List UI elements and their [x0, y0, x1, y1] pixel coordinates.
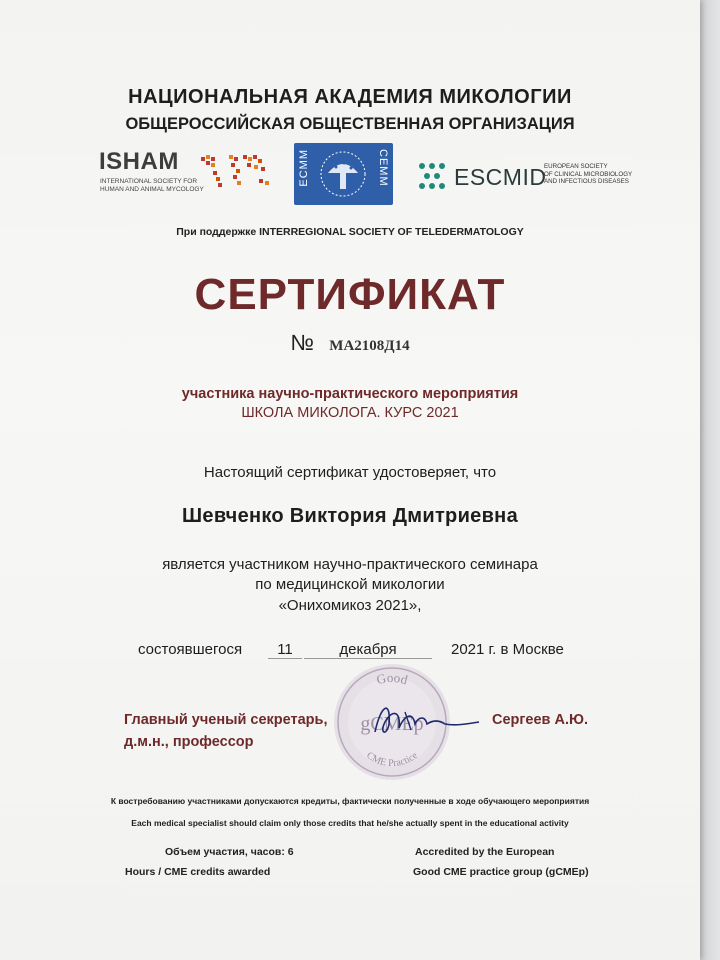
ecmm-label: ECMM — [298, 149, 310, 187]
accreditation-line-1: Accredited by the European — [415, 846, 555, 858]
event-participant-line: участника научно-практического мероприятия — [181, 386, 519, 402]
accreditation-line-2: Good CME practice group (gCMEp) — [413, 866, 589, 878]
svg-text:Good: Good — [374, 669, 410, 688]
organization-title: НАЦИОНАЛЬНАЯ АКАДЕМИЯ МИКОЛОГИИ — [128, 86, 572, 108]
handwritten-signature — [355, 694, 485, 744]
support-line: При поддержке INTERREGIONAL SOCIETY OF TELEDERMATOLOGY — [176, 226, 524, 238]
date-month: декабря — [304, 641, 432, 659]
credits-note-en: Each medical specialist should claim only those credits that he/she actually spent in the educational activity — [131, 818, 569, 828]
cemm-label: CEMM — [377, 149, 389, 187]
svg-text:CME Practice: CME Practice — [364, 750, 420, 770]
date-day: 11 — [268, 641, 302, 659]
held-label: состоявшегося — [138, 641, 243, 658]
hours-label-ru: Объем участия, часов: 6 — [165, 846, 294, 858]
credits-note-ru: К востребованию участниками допускаются кредиты, фактически полученные в ходе обучающего мероприятия — [110, 796, 590, 806]
certificate-number: МА2108Д14 — [329, 338, 410, 354]
world-map-icon — [199, 151, 273, 191]
escmid-subtitle: EUROPEAN SOCIETY OF CLINICAL MICROBIOLOGY AND INFECTIOUS DISEASES — [544, 163, 633, 185]
number-sign: № — [290, 330, 314, 355]
seminar-line-1: является участником научно-практического семинара — [162, 556, 538, 573]
seminar-line-3: «Онихомикоз 2021», — [278, 597, 422, 614]
certificate-title: СЕРТИФИКАТ — [194, 270, 506, 319]
certifies-line: Настоящий сертификат удостоверяет, что — [203, 464, 497, 481]
ecmm-logo — [294, 143, 393, 205]
organization-subtitle: ОБЩЕРОССИЙСКАЯ ОБЩЕСТВЕННАЯ ОРГАНИЗАЦИЯ — [125, 115, 575, 133]
isham-logo — [96, 148, 274, 196]
signatory-position-2: д.м.н., профессор — [124, 734, 254, 750]
seminar-line-2: по медицинской микологии — [255, 576, 445, 593]
hours-label-en: Hours / CME credits awarded — [125, 866, 271, 878]
participant-name: Шевченко Виктория Дмитриевна — [182, 505, 518, 527]
isham-wordmark: ISHAM — [99, 148, 179, 175]
certificate-number-row — [0, 330, 700, 356]
mushroom-emblem-icon — [318, 149, 368, 199]
isham-subtitle: INTERNATIONAL SOCIETY FOR HUMAN AND ANIMAL MYCOLOGY — [100, 178, 204, 193]
signatory-position-1: Главный ученый секретарь, — [124, 712, 328, 728]
escmid-wordmark: ESCMID — [454, 164, 547, 190]
signatory-name: Сергеев А.Ю. — [492, 712, 588, 728]
date-year-city: 2021 г. в Москве — [451, 641, 564, 658]
svg-text:gCMEp: gCMEp — [360, 713, 424, 735]
event-school-line: ШКОЛА МИКОЛОГА. КУРС 2021 — [241, 405, 459, 421]
escmid-molecule-icon — [416, 160, 448, 192]
escmid-logo — [416, 158, 633, 192]
